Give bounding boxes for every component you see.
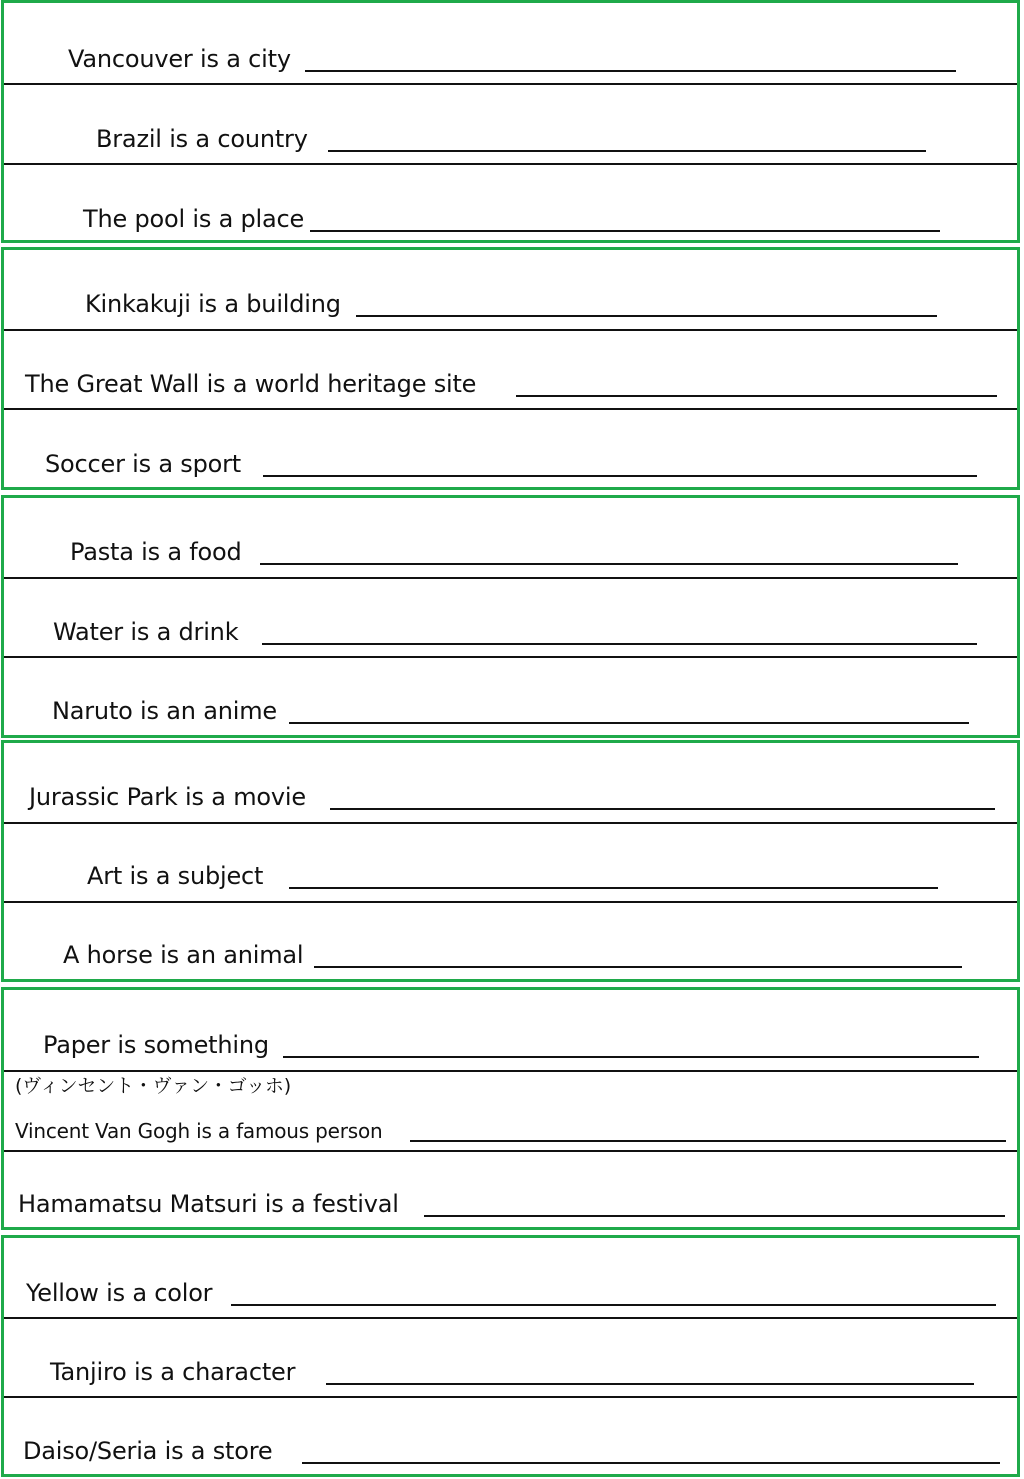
answer-blank[interactable] <box>310 230 940 232</box>
answer-blank[interactable] <box>262 643 977 645</box>
answer-blank[interactable] <box>328 150 926 152</box>
sentence-prompt: Kinkakuji is a building <box>85 290 341 318</box>
answer-blank[interactable] <box>289 887 938 889</box>
answer-blank[interactable] <box>263 475 977 477</box>
sentence-prompt: Soccer is a sport <box>45 450 242 478</box>
sentence-prompt: Vincent Van Gogh is a famous person <box>15 1119 383 1143</box>
row-divider <box>4 163 1017 165</box>
sentence-prompt: Hamamatsu Matsuri is a festival <box>18 1190 399 1218</box>
answer-blank[interactable] <box>289 722 969 724</box>
row-divider <box>4 577 1017 579</box>
answer-blank[interactable] <box>260 563 958 565</box>
answer-blank[interactable] <box>356 315 937 317</box>
answer-blank[interactable] <box>305 70 956 72</box>
katakana-reading-note: (ヴィンセント・ヴァン・ゴッホ) <box>15 1075 291 1097</box>
answer-blank[interactable] <box>283 1056 979 1058</box>
answer-blank[interactable] <box>424 1215 1005 1217</box>
sentence-prompt: Yellow is a color <box>26 1279 213 1307</box>
row-divider <box>4 656 1017 658</box>
answer-blank[interactable] <box>326 1383 974 1385</box>
sentence-prompt: A horse is an animal <box>63 941 304 969</box>
sentence-prompt: Naruto is an anime <box>52 697 277 725</box>
row-divider <box>4 329 1017 331</box>
answer-blank[interactable] <box>314 966 962 968</box>
sentence-prompt: Brazil is a country <box>96 125 308 153</box>
row-divider <box>4 1317 1017 1319</box>
answer-blank[interactable] <box>516 395 997 397</box>
row-divider <box>4 1150 1017 1152</box>
row-divider <box>4 408 1017 410</box>
row-divider <box>4 901 1017 903</box>
answer-blank[interactable] <box>410 1140 1006 1142</box>
sentence-prompt: The Great Wall is a world heritage site <box>25 370 477 398</box>
answer-blank[interactable] <box>330 808 995 810</box>
sentence-prompt: Pasta is a food <box>70 538 242 566</box>
row-divider <box>4 1070 1017 1072</box>
sentence-prompt: Vancouver is a city <box>68 45 291 73</box>
sentence-prompt: The pool is a place <box>83 205 305 233</box>
sentence-prompt: Jurassic Park is a movie <box>29 783 306 811</box>
row-divider <box>4 822 1017 824</box>
answer-blank[interactable] <box>302 1462 1000 1464</box>
row-divider <box>4 1396 1017 1398</box>
sentence-prompt: Water is a drink <box>53 618 239 646</box>
row-divider <box>4 83 1017 85</box>
sentence-prompt: Paper is something <box>43 1031 269 1059</box>
sentence-prompt: Art is a subject <box>87 862 264 890</box>
answer-blank[interactable] <box>231 1304 996 1306</box>
sentence-prompt: Tanjiro is a character <box>50 1358 296 1386</box>
sentence-prompt: Daiso/Seria is a store <box>23 1437 273 1465</box>
